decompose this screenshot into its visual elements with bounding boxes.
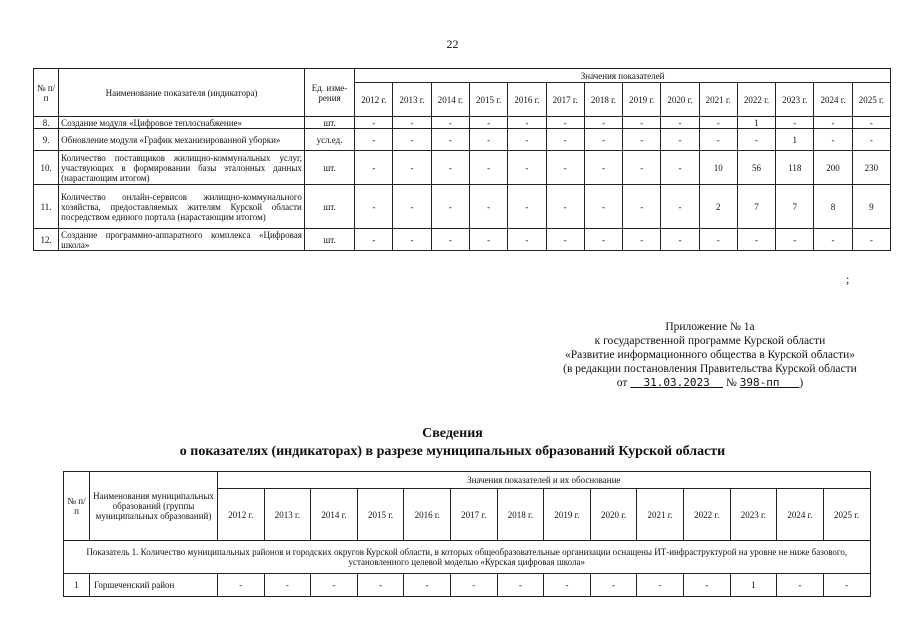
appendix-line-4: (в редакции постановления Правительства Курской области: [563, 363, 857, 375]
row-value: -: [450, 574, 497, 597]
row-value: -: [311, 574, 358, 597]
year-header: 2014 г.: [431, 83, 469, 117]
row-value: -: [508, 185, 546, 229]
row-value: -: [737, 129, 775, 151]
row-value: -: [584, 129, 622, 151]
table-row: [34, 185, 891, 229]
row-value: 1: [737, 117, 775, 129]
row-name: Создание программно-аппаратного комплекса «Цифровая школа»: [59, 229, 305, 251]
appendix-line-1: Приложение № 1а: [665, 321, 755, 333]
closing-paren: ): [799, 377, 804, 389]
row-num: 12.: [34, 229, 59, 251]
row-value: -: [393, 229, 431, 251]
year-header: 2015 г.: [470, 83, 508, 117]
t2-header-name: Наименования муниципальных образований (группы муниципальных образований): [90, 472, 218, 541]
year-header: 2015 г.: [357, 489, 404, 541]
row-value: -: [814, 229, 852, 251]
page-number: 22: [446, 37, 459, 51]
row-unit: усл.ед.: [304, 129, 354, 151]
row-value: -: [661, 117, 699, 129]
row-value: 230: [852, 151, 890, 185]
row-name: Создание модуля «Цифровое теплоснабжение»: [59, 117, 305, 129]
row-value: -: [355, 185, 393, 229]
year-header: 2014 г.: [311, 489, 358, 541]
row-value: -: [470, 151, 508, 185]
row-value: -: [546, 229, 584, 251]
row-value: -: [357, 574, 404, 597]
row-value: -: [699, 229, 737, 251]
row-value: -: [623, 229, 661, 251]
row-value: -: [776, 229, 814, 251]
date-value: [630, 376, 723, 389]
number-prefix: №: [725, 377, 737, 389]
row-name: Обновление модуля «График механизированной уборки»: [59, 129, 305, 151]
row-value: -: [661, 151, 699, 185]
year-header: 2019 г.: [623, 83, 661, 117]
row-value: -: [355, 229, 393, 251]
indicator-row: Показатель 1. Количество муниципальных районов и городских округов Курской области, в которых общеобразовательные организации оснащены ИТ-инфраструктурой на уровне не ниже базового, установленного целевой моделью «Курская цифровая школа»: [64, 541, 871, 574]
row-unit: шт.: [304, 151, 354, 185]
row-value: -: [355, 151, 393, 185]
row-value: -: [355, 117, 393, 129]
appendix-line-3: «Развитие информационного общества в Курской области»: [564, 349, 856, 361]
row-num: 1: [64, 574, 90, 597]
header-num: № п/п: [34, 69, 59, 117]
row-name: Горшеченский район: [90, 574, 218, 597]
year-header: 2025 г.: [852, 83, 890, 117]
year-header: 2012 г.: [218, 489, 265, 541]
row-value: -: [497, 574, 544, 597]
row-value: -: [264, 574, 311, 597]
year-header: 2024 г.: [814, 83, 852, 117]
year-header: 2023 г.: [776, 83, 814, 117]
row-value: -: [661, 229, 699, 251]
table-row: [34, 229, 891, 251]
year-header: 2016 г.: [508, 83, 546, 117]
year-header: 2017 г.: [450, 489, 497, 541]
row-value: -: [623, 117, 661, 129]
year-header: 2017 г.: [546, 83, 584, 117]
year-header: 2022 г.: [737, 83, 775, 117]
row-value: -: [470, 185, 508, 229]
row-value: -: [355, 129, 393, 151]
row-value: -: [814, 117, 852, 129]
row-value: -: [661, 185, 699, 229]
row-value: -: [431, 151, 469, 185]
row-value: -: [508, 117, 546, 129]
row-value: -: [661, 129, 699, 151]
date-prefix: от: [616, 377, 628, 389]
row-value: -: [431, 229, 469, 251]
year-header: 2013 г.: [393, 83, 431, 117]
row-value: -: [508, 151, 546, 185]
t2-header-values: Значения показателей и их обоснование: [218, 472, 871, 489]
row-value: -: [508, 229, 546, 251]
year-header: 2021 г.: [699, 83, 737, 117]
row-value: -: [393, 117, 431, 129]
year-header: 2016 г.: [404, 489, 451, 541]
row-name: Количество поставщиков жилищно-коммунальных услуг, участвующих в формировании базы эталонных данных (нарастающим итогом): [59, 151, 305, 185]
row-value: -: [814, 129, 852, 151]
table-row: [64, 574, 871, 597]
row-num: 10.: [34, 151, 59, 185]
row-value: -: [683, 574, 730, 597]
row-value: -: [508, 129, 546, 151]
year-header: 2020 г.: [590, 489, 637, 541]
row-num: 11.: [34, 185, 59, 229]
row-num: 9.: [34, 129, 59, 151]
row-value: -: [393, 185, 431, 229]
row-value: -: [590, 574, 637, 597]
row-unit: шт.: [304, 229, 354, 251]
row-value: -: [431, 185, 469, 229]
row-value: -: [546, 185, 584, 229]
row-value: 56: [737, 151, 775, 185]
row-value: -: [546, 151, 584, 185]
table-row: [34, 151, 891, 185]
year-header: 2019 г.: [544, 489, 591, 541]
year-header: 2025 г.: [823, 489, 870, 541]
year-header: 2021 г.: [637, 489, 684, 541]
row-value: -: [404, 574, 451, 597]
number-text: 398-пп: [739, 376, 780, 389]
row-value: -: [623, 151, 661, 185]
row-value: -: [584, 229, 622, 251]
row-value: -: [584, 151, 622, 185]
appendix-block: [520, 320, 900, 390]
table-row: [34, 117, 891, 129]
appendix-date-line: [520, 376, 900, 390]
year-header: 2013 г.: [264, 489, 311, 541]
row-value: 7: [776, 185, 814, 229]
semicolon: ;: [846, 272, 850, 286]
row-value: 8: [814, 185, 852, 229]
row-value: -: [623, 185, 661, 229]
row-value: -: [623, 129, 661, 151]
title-line-1: Сведения: [422, 426, 483, 441]
row-value: -: [852, 117, 890, 129]
row-name: Количество онлайн-сервисов жилищно-коммунального хозяйства, предоставляемых жителям Курской области посредством единого портала (нарастающим итогом): [59, 185, 305, 229]
row-value: 2: [699, 185, 737, 229]
row-value: -: [393, 151, 431, 185]
year-header: 2020 г.: [661, 83, 699, 117]
row-value: -: [699, 129, 737, 151]
row-value: -: [431, 129, 469, 151]
t2-header-num: № п/п: [64, 472, 90, 541]
date-text: 31.03.2023: [643, 376, 710, 389]
row-value: -: [776, 117, 814, 129]
indicators-table: [33, 68, 891, 251]
row-value: 1: [730, 574, 777, 597]
row-value: -: [637, 574, 684, 597]
row-value: -: [699, 117, 737, 129]
year-header: 2018 г.: [497, 489, 544, 541]
year-header: 2018 г.: [584, 83, 622, 117]
row-value: -: [777, 574, 824, 597]
row-value: -: [584, 185, 622, 229]
row-value: -: [852, 129, 890, 151]
row-value: 118: [776, 151, 814, 185]
row-value: -: [544, 574, 591, 597]
table-row: [34, 129, 891, 151]
header-values: Значения показателей: [355, 69, 891, 83]
row-value: -: [470, 129, 508, 151]
year-header: 2023 г.: [730, 489, 777, 541]
row-value: -: [393, 129, 431, 151]
year-header: 2022 г.: [683, 489, 730, 541]
row-unit: шт.: [304, 117, 354, 129]
row-value: 7: [737, 185, 775, 229]
row-value: -: [470, 229, 508, 251]
header-name: Наименование показателя (индикатора): [59, 69, 305, 117]
header-unit: Ед. изме-рения: [304, 69, 354, 117]
row-value: -: [823, 574, 870, 597]
row-value: 9: [852, 185, 890, 229]
row-value: -: [470, 117, 508, 129]
row-value: 1: [776, 129, 814, 151]
row-value: -: [431, 117, 469, 129]
title-line-2: о показателях (индикаторах) в разрезе муниципальных образований Курской области: [179, 444, 726, 459]
municipal-table: [63, 471, 871, 597]
row-value: 200: [814, 151, 852, 185]
year-header: 2024 г.: [777, 489, 824, 541]
row-value: -: [546, 117, 584, 129]
row-unit: шт.: [304, 185, 354, 229]
row-value: -: [546, 129, 584, 151]
row-value: -: [584, 117, 622, 129]
year-header: 2012 г.: [355, 83, 393, 117]
appendix-line-2: к государственной программе Курской области: [594, 335, 826, 347]
number-value: [740, 376, 800, 389]
row-value: -: [852, 229, 890, 251]
row-value: -: [737, 229, 775, 251]
row-num: 8.: [34, 117, 59, 129]
row-value: 10: [699, 151, 737, 185]
row-value: -: [218, 574, 265, 597]
